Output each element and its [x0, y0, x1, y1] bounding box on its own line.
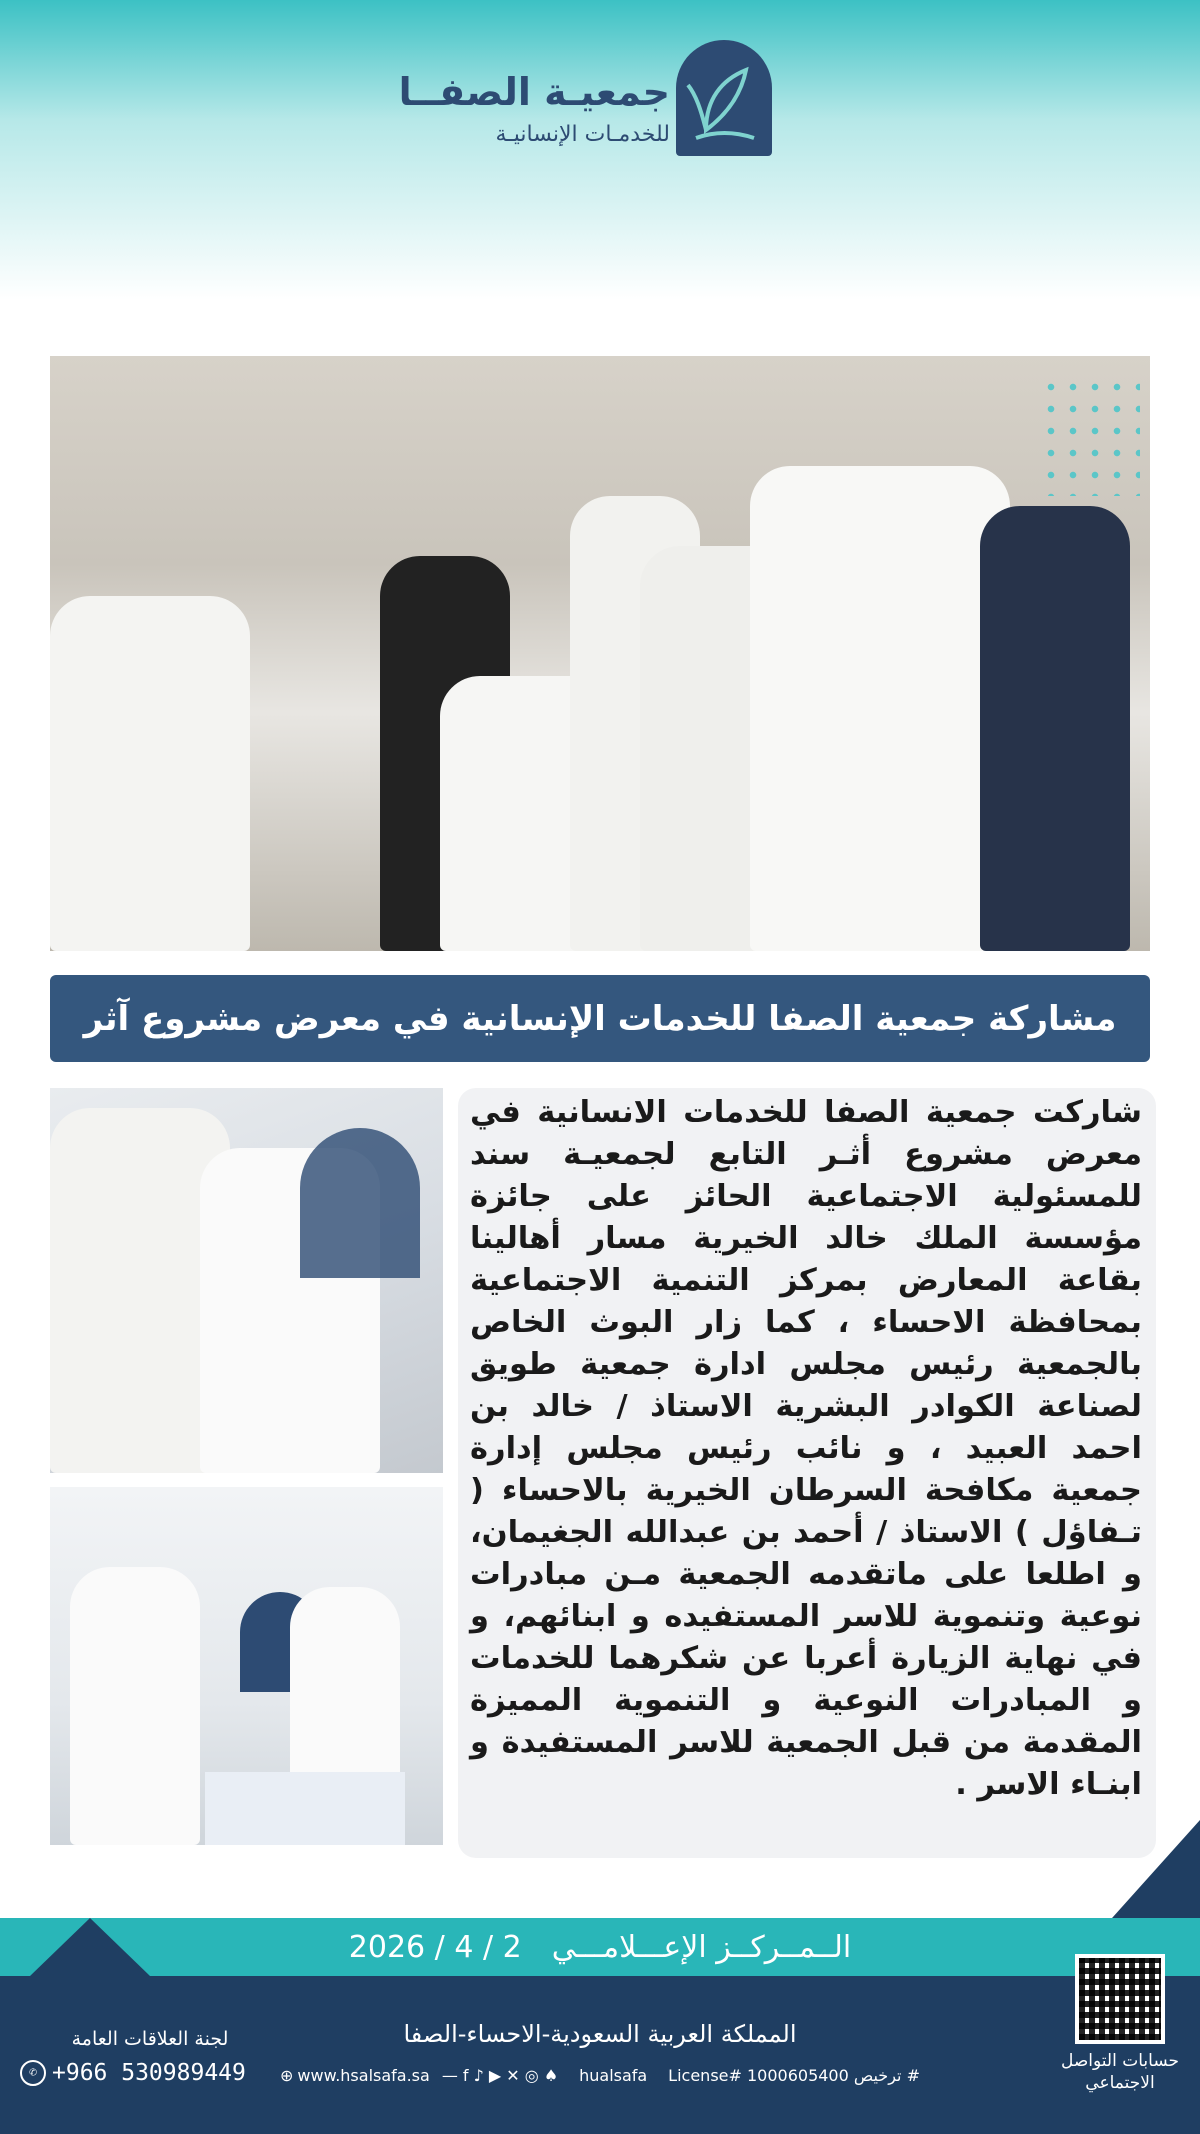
footer-navy	[0, 1976, 1200, 2134]
social-handle[interactable]: hualsafa	[579, 2066, 648, 2085]
post-date: 2026 / 4 / 2	[348, 1929, 522, 1965]
org-logo-mark	[676, 40, 772, 156]
website-text: www.hsalsafa.sa	[297, 2066, 430, 2085]
leaf-icon	[676, 40, 772, 156]
article-body: شاركت جمعية الصفا للخدمات الانسانية في معرض مشروع أثـر التابع لجمعيـة سند للمسئولية الاجتماعية الحائز على جائزة مؤسسة الملك خالد الخيرية مسار أهالينا بقاعة المعارض بمركز التنمية الاجتماعية بمحافظة الاحساء ، كما زار البوث الخاص بالجمعية رئيس مجلس ادارة جمعية طويق لصناعة الكوادر البشرية الاستاذ / خالد بن احمد العبيد ، و نائب رئيس مجلس إدارة جمعية مكافحة السرطان الخيرية بالاحساء ( تـفاؤل ) الاستاذ / أحمد بن عبدالله الجغيمان، و اطلعا على ماتقدمه الجمعية مـن مبادرات نوعية وتنموية للاسر المستفيده و ابنائهم، و في نهاية الزيارة أعربا عن شكرهما للخدمات و المبادرات النوعية و التنموية المميزة المقدمة من قبل الجمعية للاسر المستفيدة و ابنـاء الاسر .	[470, 1095, 1142, 1802]
booth-photo-2	[50, 1487, 443, 1845]
pr-committee-label: لجنة العلاقات العامة	[71, 2028, 229, 2050]
media-center-row	[330, 1918, 870, 1976]
contact-row	[280, 2066, 920, 2085]
phone-contact[interactable]	[20, 2060, 280, 2086]
whatsapp-icon: ✆	[20, 2060, 46, 2086]
org-subtitle: للخدمـات الإنسانيـة	[495, 122, 670, 147]
org-name: جمعيـة الصفــا	[398, 70, 670, 114]
social-accounts-label: حسابات التواصل الاجتماعي	[1060, 2051, 1180, 2093]
qr-code[interactable]	[1075, 1954, 1165, 2044]
booth-photo-1	[50, 1088, 443, 1473]
phone-number: +966 530989449	[52, 2060, 246, 2086]
footer-triangle	[30, 1918, 150, 1976]
website-link[interactable]	[280, 2066, 558, 2085]
article-title: مشاركة جمعية الصفا للخدمات الإنسانية في معرض مشروع آثر	[50, 975, 1150, 1062]
social-icons: — f ♪ ▶ ✕ ◎ ♠	[441, 2066, 559, 2085]
globe-icon: ⊕	[280, 2066, 294, 2085]
address: المملكة العربية السعودية-الاحساء-الصفا	[403, 2020, 797, 2048]
license-number: License# 1000605400 ترخيص #	[668, 2066, 920, 2085]
main-event-photo	[50, 356, 1150, 951]
media-center-label: الــمــركــز الإعـــلامـــي	[551, 1929, 852, 1965]
